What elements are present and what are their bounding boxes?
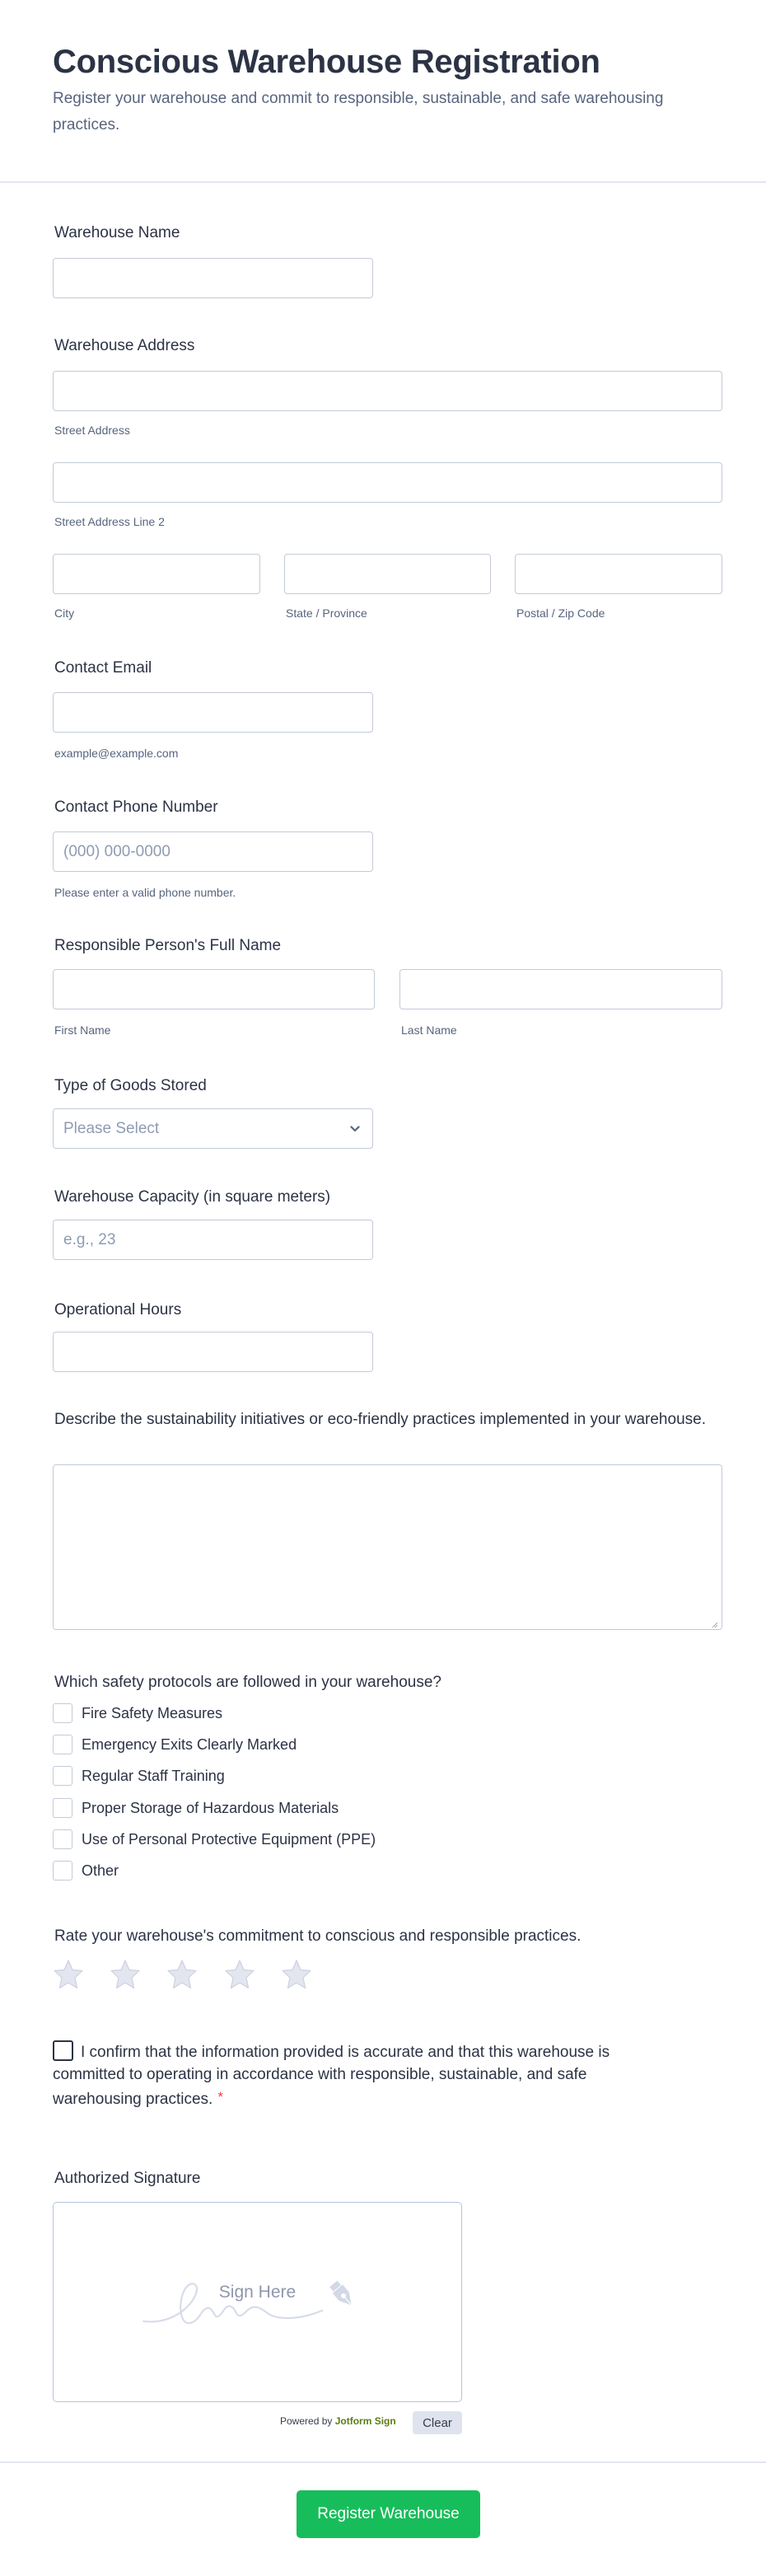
checkbox[interactable] bbox=[53, 1703, 72, 1723]
safety-option-training[interactable] bbox=[53, 1765, 225, 1787]
star-icon-1[interactable] bbox=[52, 1958, 85, 1991]
warehouse-address-label: Warehouse Address bbox=[54, 337, 195, 354]
safety-option-ppe[interactable] bbox=[53, 1829, 376, 1850]
checkbox[interactable] bbox=[53, 1861, 72, 1880]
full-name-label: Responsible Person's Full Name bbox=[54, 937, 282, 954]
resize-grip-icon[interactable] bbox=[710, 1618, 718, 1626]
contact-email-label: Contact Email bbox=[54, 659, 152, 677]
warehouse-name-label: Warehouse Name bbox=[54, 224, 180, 241]
checkbox-label: Use of Personal Protective Equipment (PPE) bbox=[82, 1830, 376, 1848]
state-sublabel: State / Province bbox=[286, 607, 367, 620]
sign-here-hint: Sign Here bbox=[218, 2283, 297, 2302]
checkbox[interactable] bbox=[53, 1766, 72, 1786]
form-title: Conscious Warehouse Registration bbox=[53, 44, 600, 80]
contact-email-sublabel: example@example.com bbox=[54, 747, 179, 760]
signature-label: Authorized Signature bbox=[54, 2170, 201, 2187]
goods-type-selected-value: Please Select bbox=[63, 1119, 160, 1137]
star-icon-5[interactable] bbox=[280, 1958, 313, 1991]
required-asterisk: * bbox=[217, 2089, 223, 2105]
safety-option-fire[interactable] bbox=[53, 1703, 222, 1724]
sustainability-label: Describe the sustainability initiatives or eco-friendly practices implemented in your warehouse. bbox=[54, 1411, 706, 1428]
safety-option-hazardous[interactable] bbox=[53, 1797, 339, 1819]
contact-phone-label: Contact Phone Number bbox=[54, 799, 218, 816]
checkbox[interactable] bbox=[53, 1829, 72, 1849]
signature-pad[interactable] bbox=[53, 2202, 462, 2402]
star-icon-2[interactable] bbox=[109, 1958, 142, 1991]
terms-checkbox[interactable] bbox=[53, 2040, 73, 2061]
zip-input[interactable] bbox=[515, 554, 722, 594]
operational-hours-input[interactable] bbox=[53, 1332, 373, 1372]
goods-type-select[interactable] bbox=[53, 1108, 373, 1149]
terms-text: I confirm that the information provided is accurate and that this warehouse is committed to operating in accordance with responsible, sustainable, and safe warehousing practices. bbox=[53, 2044, 610, 2108]
checkbox-label: Regular Staff Training bbox=[82, 1767, 225, 1784]
header-divider bbox=[0, 181, 766, 183]
terms-agreement[interactable] bbox=[53, 2040, 621, 2110]
warehouse-name-input[interactable] bbox=[53, 258, 373, 298]
star-icon-3[interactable] bbox=[166, 1958, 199, 1991]
rating-label: Rate your warehouse's commitment to conscious and responsible practices. bbox=[54, 1927, 582, 1945]
checkbox[interactable] bbox=[53, 1735, 72, 1754]
checkbox-label: Other bbox=[82, 1862, 119, 1879]
jotform-sign-link[interactable]: Jotform Sign bbox=[334, 2415, 396, 2427]
city-sublabel: City bbox=[54, 607, 75, 620]
checkbox-label: Proper Storage of Hazardous Materials bbox=[82, 1799, 339, 1816]
zip-sublabel: Postal / Zip Code bbox=[516, 607, 605, 620]
street-address-sublabel: Street Address bbox=[54, 424, 130, 437]
contact-phone-sublabel: Please enter a valid phone number. bbox=[54, 886, 236, 899]
goods-type-label: Type of Goods Stored bbox=[54, 1077, 207, 1094]
first-name-sublabel: First Name bbox=[54, 1023, 111, 1037]
footer-divider bbox=[0, 2461, 766, 2463]
checkbox[interactable] bbox=[53, 1798, 72, 1818]
contact-phone-input[interactable] bbox=[53, 831, 373, 872]
operational-hours-label: Operational Hours bbox=[54, 1301, 182, 1318]
checkbox-label: Emergency Exits Clearly Marked bbox=[82, 1735, 297, 1753]
capacity-input[interactable] bbox=[53, 1220, 373, 1260]
last-name-sublabel: Last Name bbox=[401, 1023, 457, 1037]
street-address-line2-input[interactable] bbox=[53, 462, 722, 503]
powered-by-label: Powered by bbox=[280, 2415, 333, 2427]
clear-signature-button[interactable]: Clear bbox=[413, 2411, 462, 2434]
powered-by-text bbox=[280, 2415, 396, 2427]
first-name-input[interactable] bbox=[53, 969, 375, 1009]
street-address-input[interactable] bbox=[53, 371, 722, 411]
contact-email-input[interactable] bbox=[53, 692, 373, 733]
star-icon-4[interactable] bbox=[223, 1958, 256, 1991]
register-warehouse-button[interactable]: Register Warehouse bbox=[297, 2490, 480, 2538]
safety-option-exits[interactable] bbox=[53, 1734, 297, 1755]
state-input[interactable] bbox=[284, 554, 491, 594]
checkbox-label: Fire Safety Measures bbox=[82, 1704, 223, 1721]
chevron-down-icon bbox=[349, 1123, 361, 1135]
city-input[interactable] bbox=[53, 554, 260, 594]
safety-protocols-label: Which safety protocols are followed in your warehouse? bbox=[54, 1674, 441, 1691]
sustainability-textarea[interactable] bbox=[53, 1464, 722, 1630]
form-subtitle: Register your warehouse and commit to responsible, sustainable, and safe warehousing practices. bbox=[53, 90, 664, 133]
capacity-label: Warehouse Capacity (in square meters) bbox=[54, 1188, 331, 1206]
street-address-line2-sublabel: Street Address Line 2 bbox=[54, 515, 165, 528]
safety-option-other[interactable] bbox=[53, 1860, 119, 1881]
last-name-input[interactable] bbox=[399, 969, 722, 1009]
